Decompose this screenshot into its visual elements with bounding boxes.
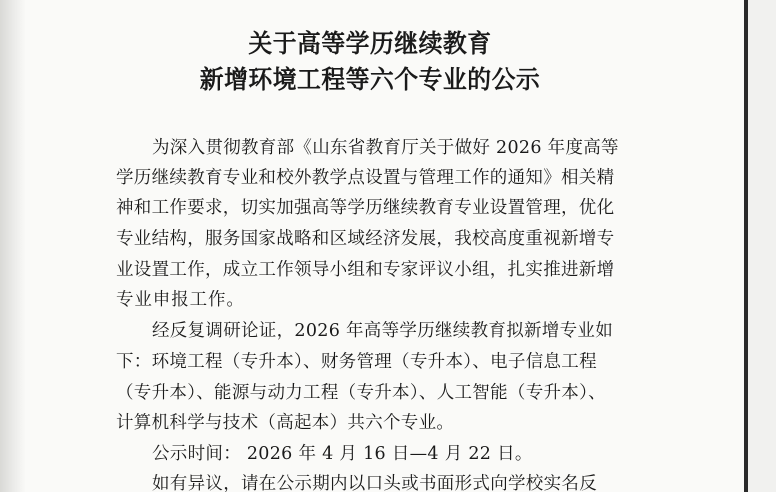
- document-title-line-1: 关于高等学历继续教育: [248, 29, 492, 58]
- paragraph-1-line-1: 为深入贯彻教育部《山东省教育厅关于做好 2026 年度高等: [152, 138, 619, 158]
- paragraph-1-line-4: 专业结构，服务国家战略和区域经济发展，我校高度重视新增专: [116, 229, 615, 249]
- paragraph-2-line-1: 经反复调研论证，2026 年高等学历继续教育拟新增专业如: [152, 321, 613, 341]
- paragraph-1-line-5: 业设置工作，成立工作领导小组和专家评议小组，扎实推进新增: [116, 260, 615, 280]
- publicity-period-line: 公示时间： 2026 年 4 月 16 日—4 月 22 日。: [152, 444, 533, 464]
- paragraph-2-line-4: 计算机科学与技术（高起本）共六个专业。: [116, 413, 455, 433]
- paragraph-1-line-6: 专业申报工作。: [116, 290, 245, 310]
- paragraph-1-line-3: 神和工作要求，切实加强高等学历继续教育专业设置管理，优化: [116, 198, 615, 218]
- document-title-line-2: 新增环境工程等六个专业的公示: [199, 65, 541, 94]
- paragraph-2-line-2: 下：环境工程（专升本）、财务管理（专升本）、电子信息工程: [116, 352, 597, 372]
- page-margin-right: [748, 0, 776, 492]
- paragraph-1-line-2: 学历继续教育专业和校外教学点设置与管理工作的通知》相关精: [116, 168, 615, 188]
- paragraph-2-line-3: （专升本）、能源与动力工程（专升本）、人工智能（专升本）、: [116, 383, 606, 403]
- paragraph-4-line-1: 如有异议，请在公示期内以口头或书面形式向学校实名反: [152, 474, 597, 492]
